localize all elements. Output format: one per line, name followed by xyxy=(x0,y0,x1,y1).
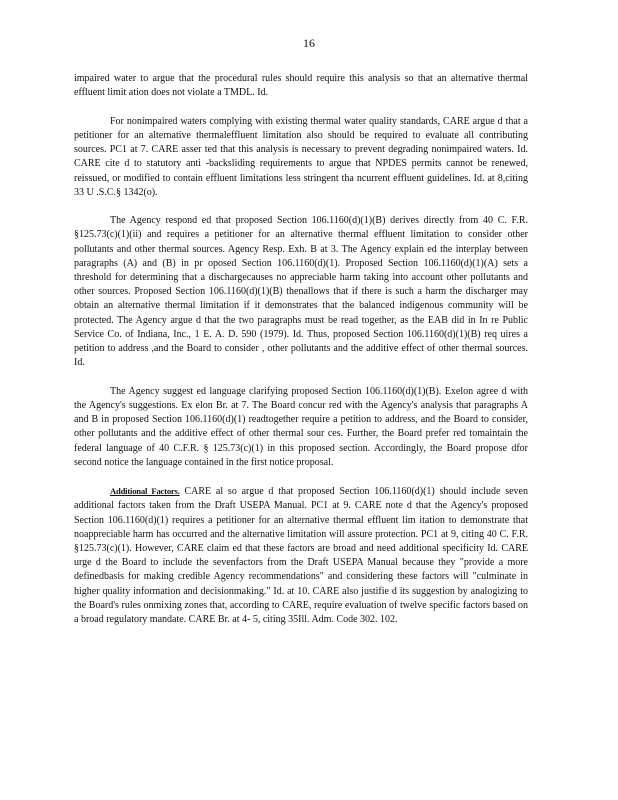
document-body xyxy=(74,72,528,642)
paragraph-agency-response: The Agency respond ed that proposed Section 106.1160(d)(1)(B) derives directly from 40 C. F.R. §125.73(c)(1)(ii) and requires a petitioner for an alternative thermal effluent limitation to consider other pollutants and other thermal sources. Agency Resp. Exh. B at 3. The Agency explain ed the interplay between paragraphs (A) and (B) in pr oposed Section 106.1160(d)(1). Proposed Section 106.1160(d)(1)(A) sets a threshold for determining that a dischargecauses no appreciable harm taking into account other pollutants and other sources. Proposed Section 106.1160(d)(1)(B) thenallows that if there is such a harm the discharger may obtain an alternative thermal limitation if it demonstrates that the balanced indigenous community will be protected. The Agency argue d that the two paragraphs must be read together, as the EAB did in In re Public Service Co. of Indiana, Inc., 1 E. A. D. 590 (1979). Id. Thus, proposed Section 106.1160(d)(1)(B) req uires a petition to address ,and the Board to consider , other pollutants and the additive effect of other thermal sources. Id. xyxy=(74,215,528,369)
section-heading: Additional Factors. xyxy=(110,486,180,497)
paragraph-agency-suggested-language: The Agency suggest ed language clarifying proposed Section 106.1160(d)(1)(B). Exelon agree d with the Agency's suggestions. Ex elon Br. at 7. The Board concur red with the Agency's analysis that paragraphs A and B in proposed Section 106.1160(d)(1) readtogether require a petition to address, and the Board to consider, other pollutants and the additive effect of other thermal sour ces. Further, the Board prefer red tomaintain the federal language of 40 C.F.R. § 125.73(c)(1) in this proposed section. Accordingly, the Board propose dfor second notice the language contained in the first notice proposal. xyxy=(74,385,528,468)
paragraph-additional-factors xyxy=(74,484,528,627)
paragraph-tmdl: impaired water to argue that the procedural rules should require this analysis so that an alternative thermal effluent limit ation does not violate a TMDL. Id. xyxy=(74,73,528,99)
paragraph-text: CARE al so argue d that proposed Section 106.1160(d)(1) should include seven additional factors taken from the Draft USEPA Manual. PC1 at 9. CARE note d that the Agency's proposed Section 106.1160(d)(1) requires a petitioner for an alternative thermal effluent lim itation to demonstrate that noappreciable harm has occurred and the alternative limitation will assure protection. PC1 at 9, citing 40 C. F.R. §125.73(c)(1). However, CARE claim ed that these factors are broad and need additional specificity Id. CARE urge d the Board to include the sevenfactors from the Draft USEPA Manual because they "provide a more definedbasis for making credible Agency recommendations" and considering these factors will "culminate in higher quality information and decisionmaking." Id. at 10. CARE also justifie d its suggestion by analogizing to the Board's rules onmixing zones that, according to CARE, require evaluation of twelve specific factors based on a broad regulatory mandate. CARE Br. at 4- 5, citing 35Ill. Adm. Code 302. 102. xyxy=(74,486,528,626)
paragraph-nonimpaired-waters: For nonimpaired waters complying with existing thermal water quality standards, CARE argue d that a petitioner for an alternative thermaleffluent limitation also should be required to evaluate all contributing sources. PC1 at 7. CARE asser ted that this analysis is necessary to prevent degrading nonimpaired waters. Id. CARE cite d to statutory anti -backsliding requirements to argue that NPDES permits cannot be renewed, reissued, or modified to contain effluent limitations less stringent tha ncurrent effluent guidelines. Id. at 8,citing 33 U .S.C.§ 1342(o). xyxy=(74,115,528,198)
page-number: 16 xyxy=(303,36,315,50)
